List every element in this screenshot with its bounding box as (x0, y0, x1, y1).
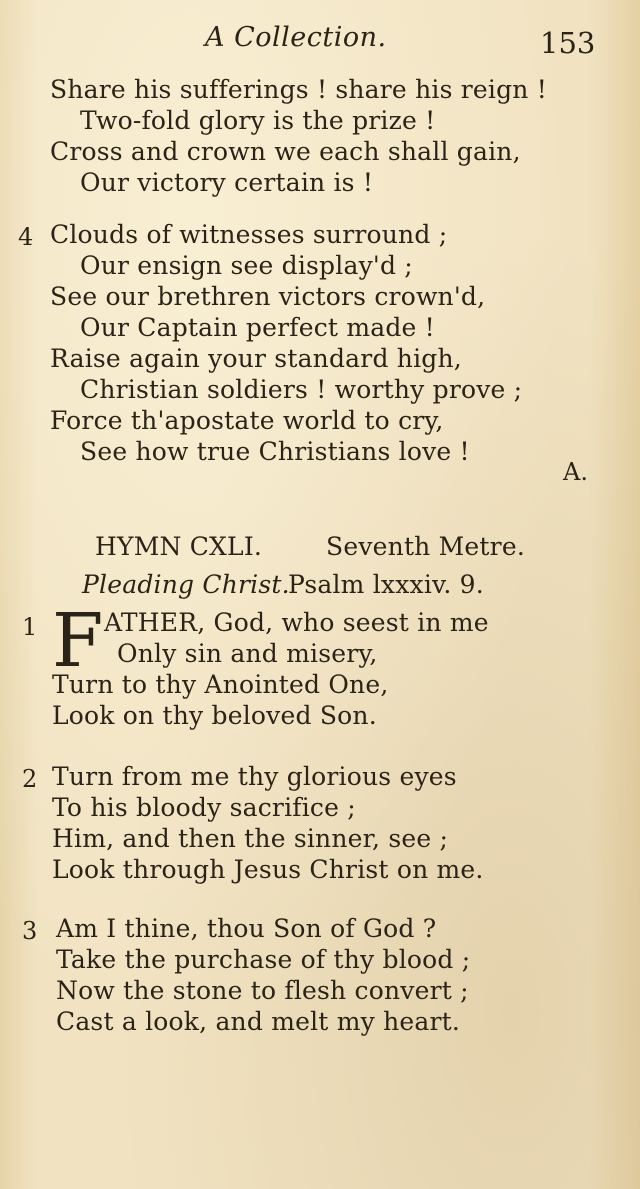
verse-line: Cast a look, and melt my heart. (56, 1007, 461, 1036)
hymn-metre: Seventh Metre. (326, 532, 525, 561)
catchword: A. (563, 458, 588, 486)
verse-line: ATHER, God, who seest in me (104, 608, 489, 637)
stanza-number: 4 (18, 223, 34, 251)
verse-line: To his bloody sacrifice ; (52, 793, 356, 822)
stanza-number: 1 (22, 613, 38, 641)
verse-line: Take the purchase of thy blood ; (56, 945, 471, 974)
verse-line: See how true Christians love ! (80, 437, 470, 466)
drop-cap: F (52, 598, 104, 684)
verse-line: Turn to thy Anointed One, (52, 670, 389, 699)
verse-line: Clouds of witnesses surround ; (50, 220, 448, 249)
verse-line: Two-fold glory is the prize ! (80, 106, 436, 135)
verse-line: Our Captain perfect made ! (80, 313, 435, 342)
hymn-title: HYMN CXLI. (95, 532, 263, 561)
verse-line: Our victory certain is ! (80, 168, 374, 197)
stanza-number: 2 (22, 765, 38, 793)
verse-line: Only sin and misery, (117, 639, 378, 668)
hymn-subject: Pleading Christ. (82, 570, 290, 599)
verse-line: Share his sufferings ! share his reign ! (50, 75, 547, 104)
verse-line: Now the stone to flesh convert ; (56, 976, 469, 1005)
stanza-number: 3 (22, 917, 38, 945)
verse-line: Raise again your standard high, (50, 344, 462, 373)
hymn-scripture: Psalm lxxxiv. 9. (288, 570, 484, 599)
verse-line: Turn from me thy glorious eyes (52, 762, 457, 791)
verse-line: Him, and then the sinner, see ; (52, 824, 449, 853)
page-number: 153 (540, 26, 596, 60)
verse-line: Cross and crown we each shall gain, (50, 137, 521, 166)
verse-line: Look on thy beloved Son. (52, 701, 377, 730)
verse-line: Look through Jesus Christ on me. (52, 855, 484, 884)
verse-line: Am I thine, thou Son of God ? (56, 914, 437, 943)
verse-line: Christian soldiers ! worthy prove ; (80, 375, 523, 404)
running-head: A Collection. (205, 22, 387, 53)
verse-line: See our brethren victors crown'd, (50, 282, 486, 311)
verse-line: Force th'apostate world to cry, (50, 406, 444, 435)
verse-line: Our ensign see display'd ; (80, 251, 413, 280)
